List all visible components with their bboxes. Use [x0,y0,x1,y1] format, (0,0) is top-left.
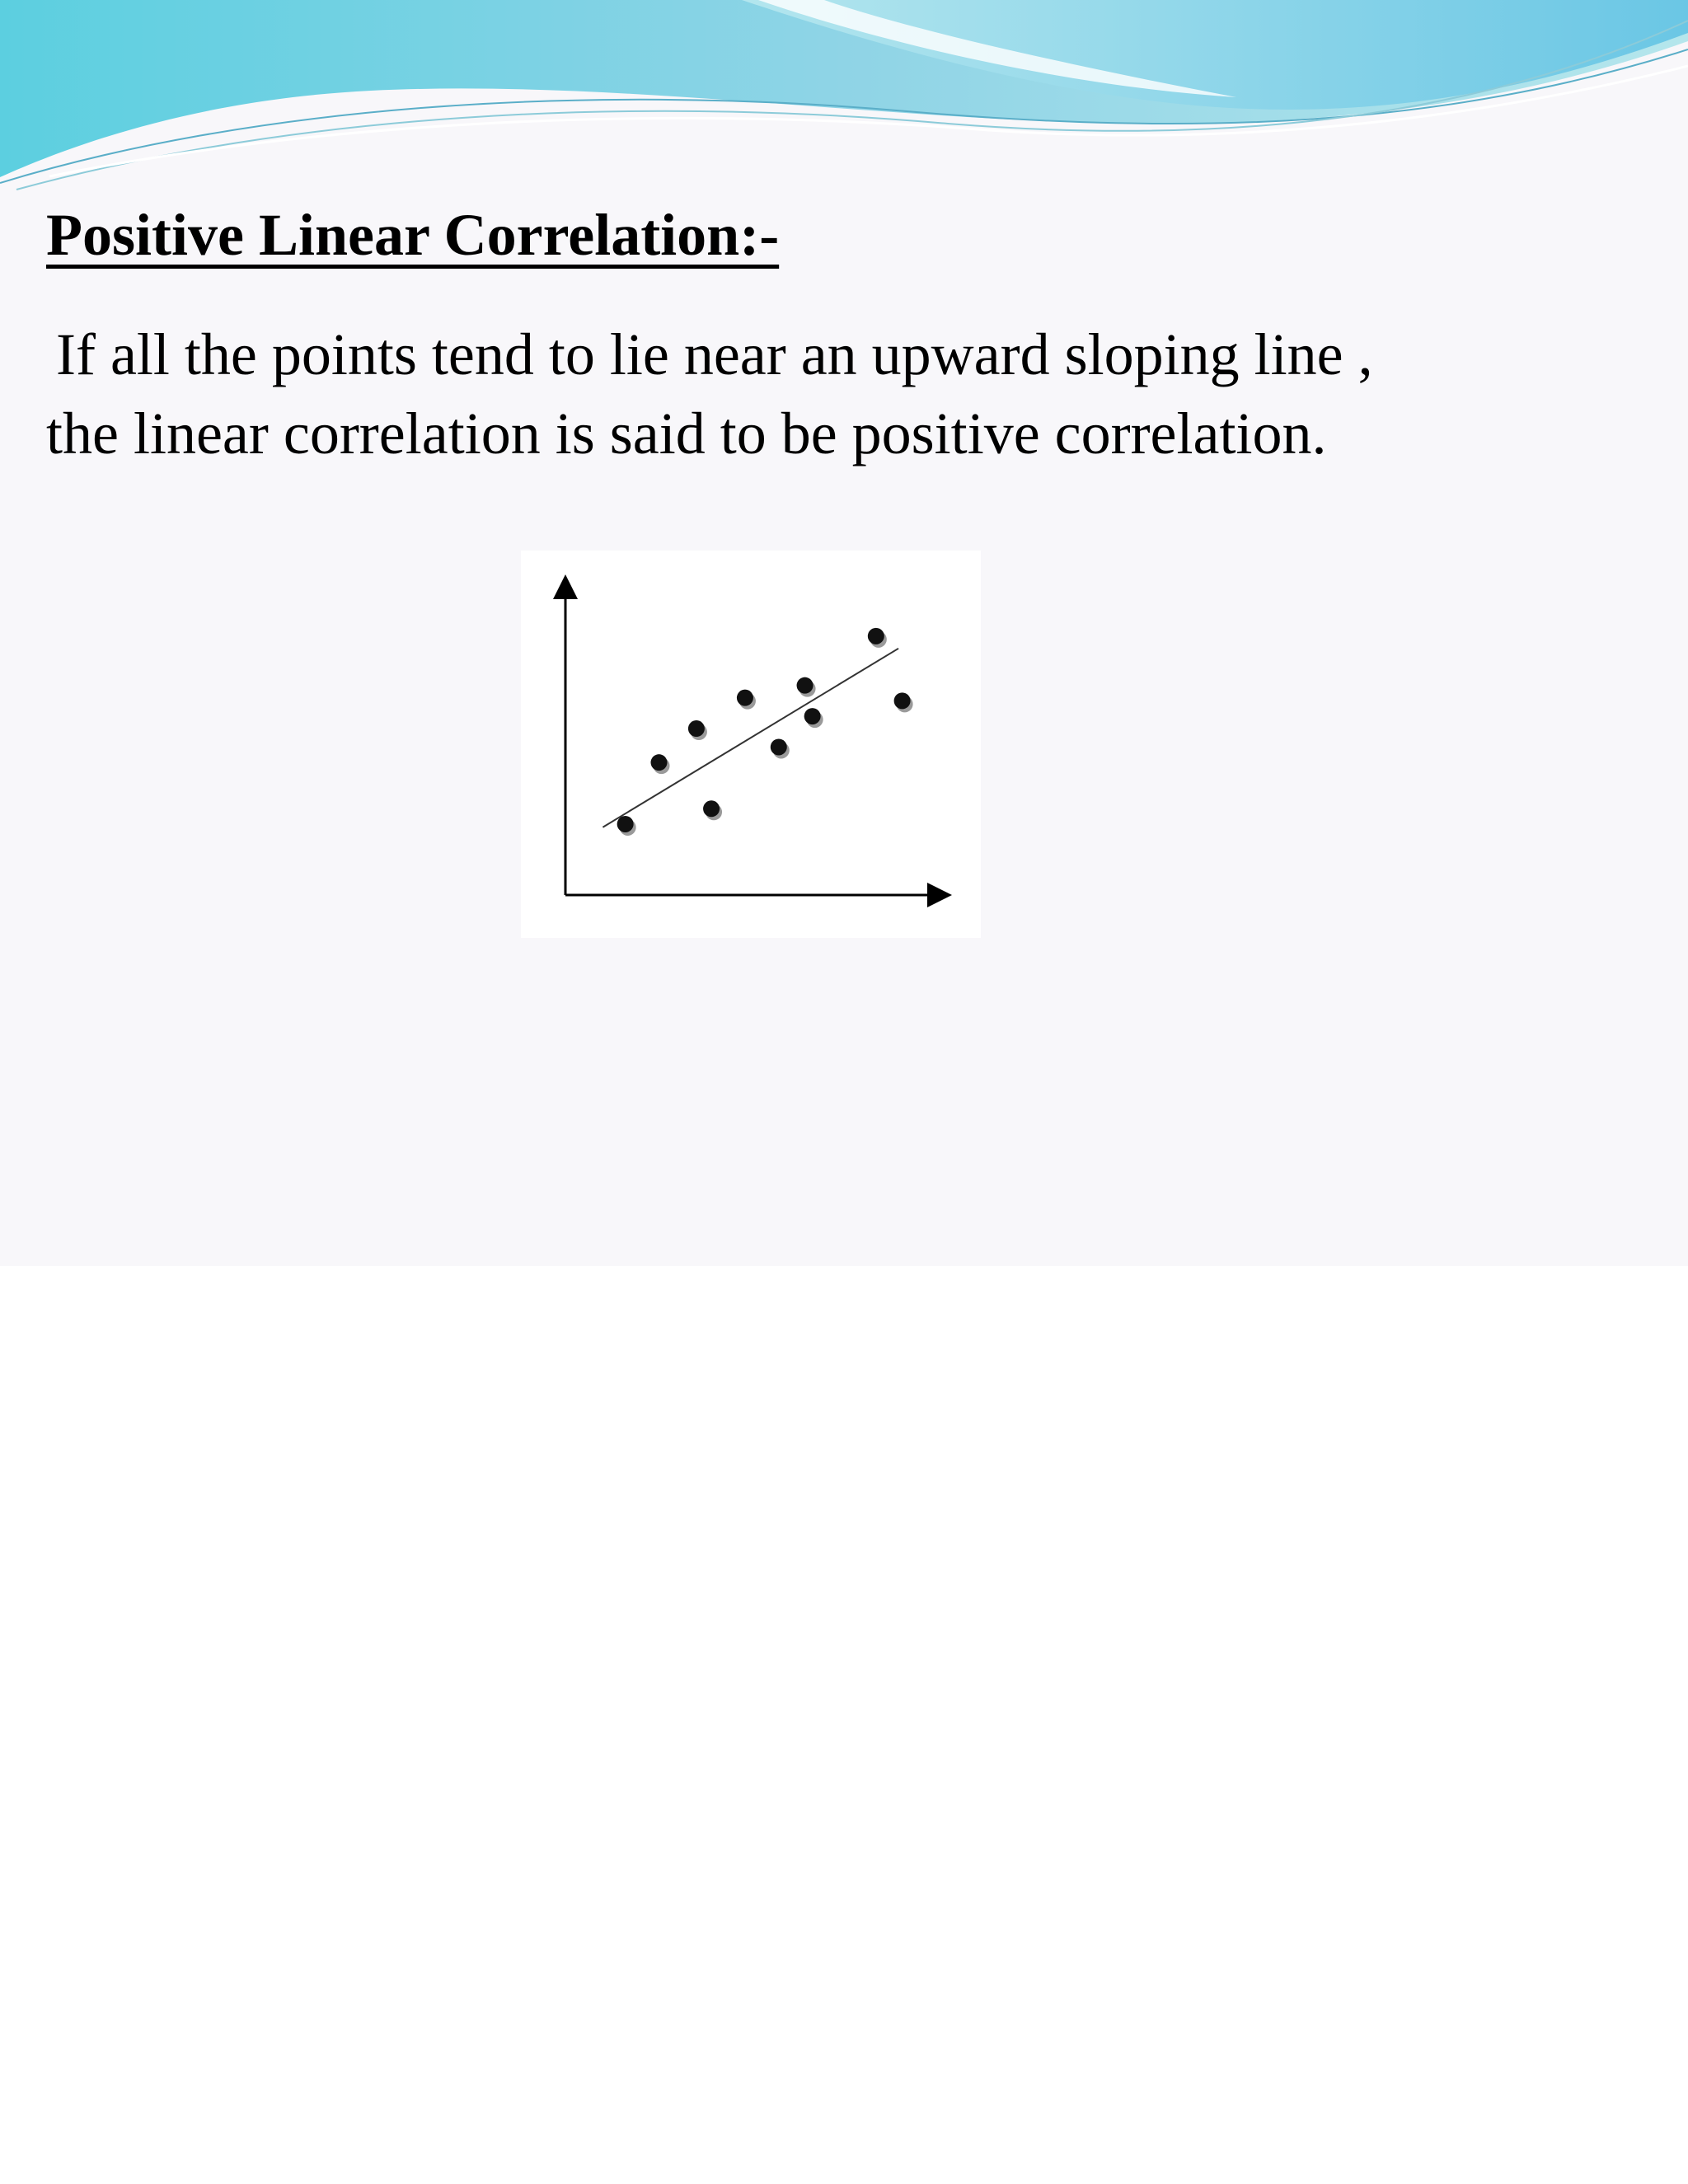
scatter-point-dot [868,628,884,644]
scatter-point-dot [804,708,821,724]
slide-body-text [46,315,1612,473]
scatter-figure [521,551,981,938]
scatter-point-5 [737,690,756,710]
scatter-point-dot [894,692,911,709]
scatter-point-1 [617,816,636,836]
scatter-point-3 [688,720,707,740]
trend-line [603,649,898,827]
body-line-2: the linear correlation is said to be positive correlation. [46,401,1327,466]
slide-heading: Positive Linear Correlation:- [46,202,780,268]
scatter-point-8 [804,708,823,728]
scatter-point-7 [797,677,816,697]
scatter-point-dot [703,800,720,817]
body-line-1: If all the points tend to lie near an upward sloping line , [56,321,1373,387]
scatter-plot [521,551,981,938]
scatter-point-6 [771,738,790,758]
scatter-point-9 [868,628,887,648]
scatter-point-dot [617,816,634,832]
scatter-point-dot [737,690,753,706]
scatter-point-dot [688,720,705,737]
scatter-point-2 [651,754,670,774]
scatter-point-dot [797,677,814,694]
scatter-point-4 [703,800,722,820]
scatter-point-10 [894,692,913,712]
scatter-point-dot [771,738,787,755]
scatter-point-dot [651,754,668,771]
banner-waves [0,0,1688,198]
